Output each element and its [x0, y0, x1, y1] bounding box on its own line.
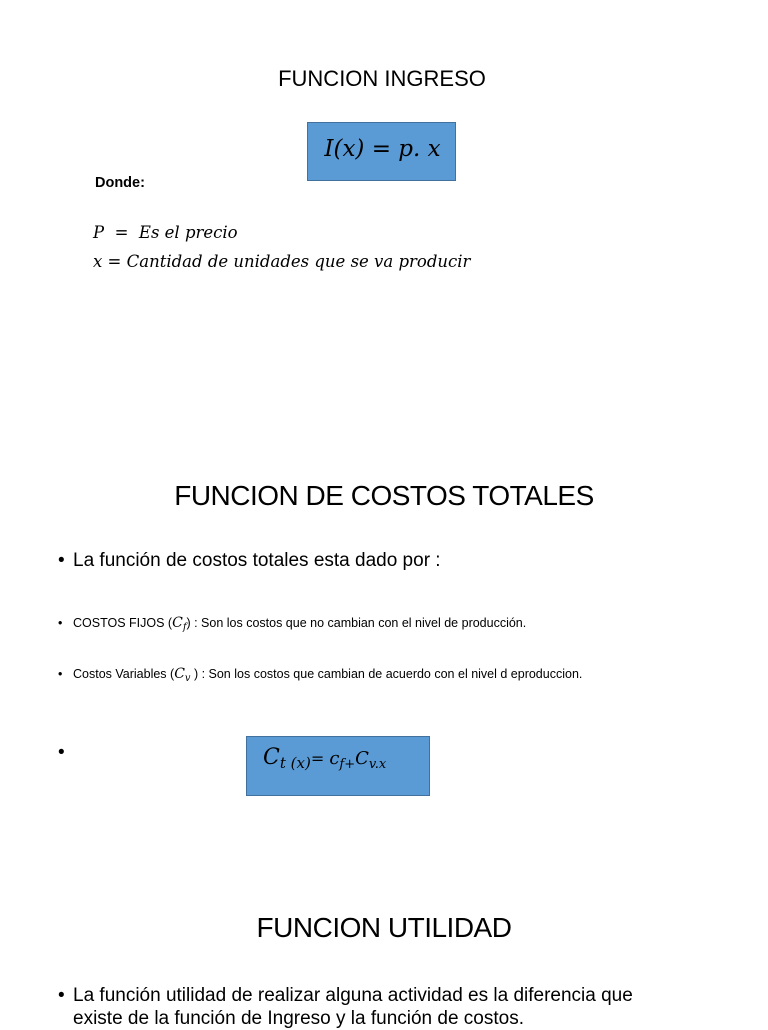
section-title-costos: FUNCION DE COSTOS TOTALES [174, 480, 594, 511]
bullet-costos-intro [58, 550, 441, 572]
bullet-dot: • [58, 667, 63, 681]
ct-symbol: C [263, 745, 280, 770]
utilidad-text-line2: existe de la función de Ingreso y la función de costos. [73, 1008, 524, 1029]
cf-term-subscript: f+ [339, 756, 356, 772]
bullet-dot: • [58, 550, 65, 571]
bullet-dot: • [58, 616, 63, 630]
bullet-dot: • [58, 985, 65, 1006]
utilidad-text-line1: La función utilidad de realizar alguna actividad es la diferencia que [73, 985, 633, 1006]
definition-cantidad: x = Cantidad de unidades que se va producir [93, 252, 471, 271]
bullet-costos-variables [58, 666, 582, 684]
cf-term: c [329, 748, 340, 769]
costos-fijos-text: ) : Son los costos que no cambian con el nivel de producción. [186, 616, 527, 630]
section-title-utilidad: FUNCION UTILIDAD [256, 912, 512, 943]
definition-precio: P = Es el precio [93, 223, 238, 242]
ct-subscript: t (x) [279, 753, 311, 772]
formula-box-costos [246, 736, 430, 796]
bullet-formula-costos: • [58, 742, 65, 763]
bullet-costos-fijos [58, 615, 526, 633]
formula-box-ingreso [307, 122, 456, 181]
donde-label: Donde: [95, 175, 145, 191]
formula-costos-totales [263, 745, 386, 772]
cv-term-subscript: v.x [368, 756, 387, 772]
costos-fijos-label: COSTOS FIJOS ( [73, 616, 173, 630]
bullet-utilidad [58, 984, 633, 1030]
costos-variables-label: Costos Variables ( [73, 667, 175, 681]
costos-intro-text: La función de costos totales esta dado por : [73, 550, 441, 571]
costos-variables-text: ) : Son los costos que cambian de acuerdo con el nivel d eproduccion. [190, 667, 583, 681]
cv-symbol: $C_v$ [174, 666, 191, 684]
formula-ingreso: I(x) = p. x [324, 136, 441, 162]
section-title-ingreso: FUNCION INGRESO [278, 66, 486, 91]
cf-symbol: $C_f$ [172, 615, 187, 633]
cv-term: C [355, 748, 369, 769]
formula-equals: = [310, 749, 330, 768]
